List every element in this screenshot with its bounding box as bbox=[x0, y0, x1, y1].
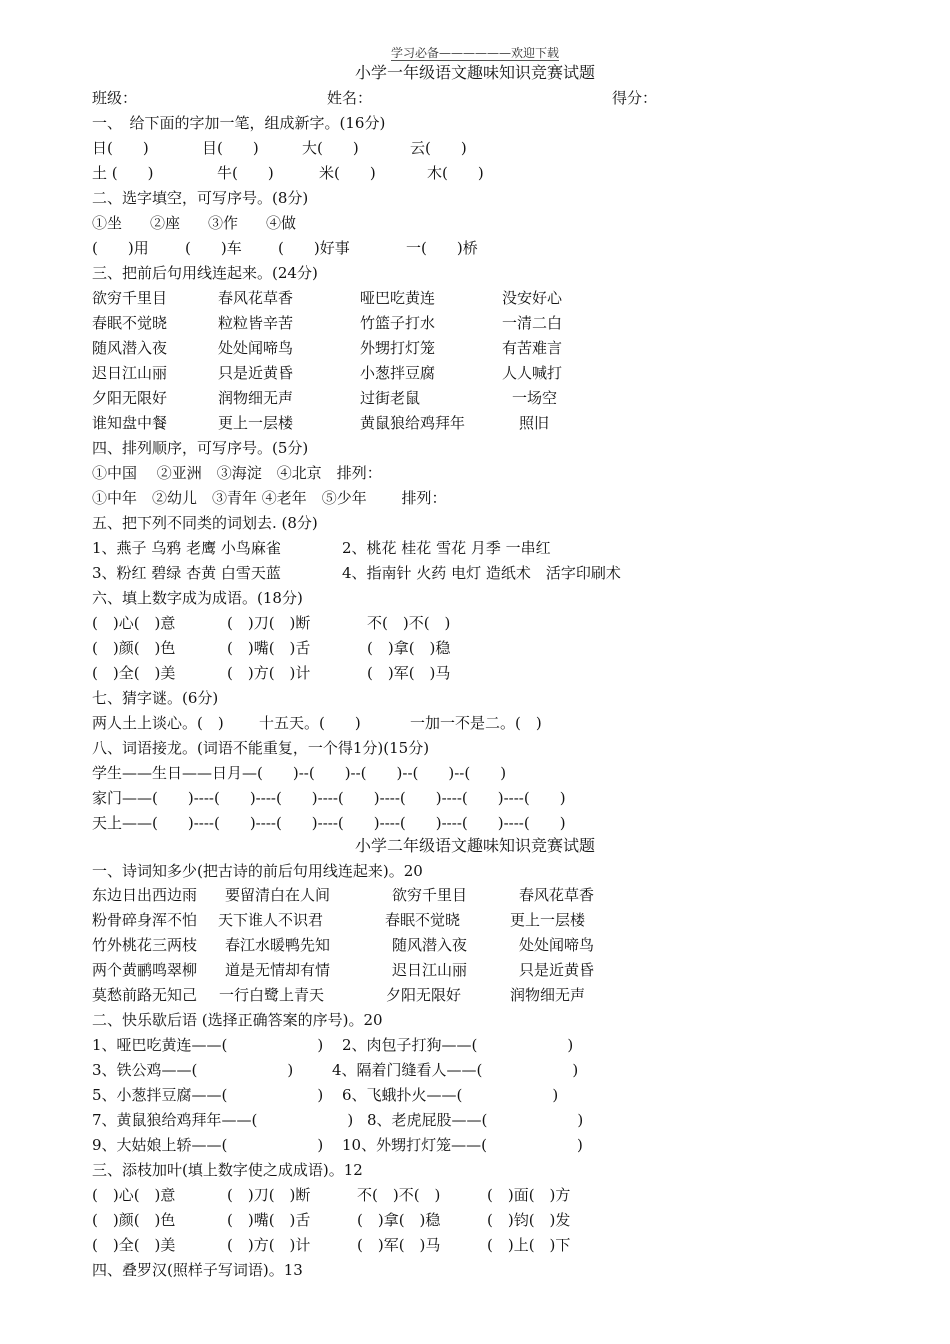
info-row bbox=[92, 87, 862, 112]
match-item: 黄鼠狼给鸡拜年 bbox=[360, 414, 466, 432]
proverb-item: 4、隔着门缝看人——( ) bbox=[332, 1061, 579, 1079]
s7-heading: 七、猜字谜。(6分) bbox=[92, 689, 219, 707]
poem-line: 欲穷千里目 bbox=[392, 886, 468, 904]
proverb-item: 8、老虎屁股——( ) bbox=[367, 1111, 584, 1129]
poem-line: 一行白鹭上青天 bbox=[219, 986, 325, 1004]
match-item: 粒粒皆辛苦 bbox=[218, 314, 294, 332]
t2-row bbox=[92, 1034, 792, 1059]
riddle-item: 两人土上谈心。( ) bbox=[92, 714, 224, 732]
riddle-item: 一加一不是二。( ) bbox=[410, 714, 542, 732]
poem-line: 迟日江山丽 bbox=[392, 961, 468, 979]
t1-row bbox=[92, 984, 792, 1009]
proverb-item: 10、外甥打灯笼——( ) bbox=[342, 1136, 583, 1154]
poem-line: 随风潜入夜 bbox=[392, 936, 468, 954]
match-item: 只是近黄昏 bbox=[218, 364, 294, 382]
blank-item: 日( ) bbox=[92, 139, 149, 157]
s6-heading: 六、填上数字成为成语。(18分) bbox=[92, 589, 303, 607]
poem-line: 处处闻啼鸟 bbox=[519, 936, 595, 954]
idiom-blank: ( )全( )美 bbox=[92, 664, 176, 682]
s4-line2: ①中年 ②幼儿 ③青年 ④老年 ⑤少年 排列： bbox=[92, 489, 447, 507]
proverb-item: 7、黄鼠狼给鸡拜年——( ) bbox=[92, 1111, 354, 1129]
t3-row bbox=[92, 1234, 792, 1259]
poem-line: 要留清白在人间 bbox=[225, 886, 331, 904]
proverb-item: 1、哑巴吃黄连——( ) bbox=[92, 1036, 324, 1054]
match-item: 过街老鼠 bbox=[360, 389, 421, 407]
idiom-blank: 不( )不( ) bbox=[357, 1186, 441, 1204]
proverb-item: 5、小葱拌豆腐——( ) bbox=[92, 1086, 324, 1104]
match-item: 有苦难言 bbox=[502, 339, 563, 357]
riddle-item: 十五天。( ) bbox=[259, 714, 361, 732]
match-item: 处处闻啼鸟 bbox=[218, 339, 294, 357]
s7-items bbox=[92, 712, 792, 737]
idiom-blank: ( )拿( )稳 bbox=[367, 639, 451, 657]
s2-options bbox=[92, 212, 792, 237]
t4-heading: 四、叠罗汉(照样子写词语)。13 bbox=[92, 1261, 303, 1279]
poem-line: 莫愁前路无知己 bbox=[92, 986, 198, 1004]
s3-heading: 三、把前后句用线连起来。(24分) bbox=[92, 264, 318, 282]
s8-line: 家门——( )----( )----( )----( )----( )----( )----( ) bbox=[92, 789, 566, 807]
s3-row bbox=[92, 412, 792, 437]
match-item: 一清二白 bbox=[502, 314, 563, 332]
idiom-blank: ( )刀( )断 bbox=[227, 1186, 311, 1204]
idiom-blank: ( )颜( )色 bbox=[92, 639, 176, 657]
s5-line1 bbox=[92, 537, 792, 562]
word-group: 4、指南针 火药 电灯 造纸术 活字印刷术 bbox=[342, 564, 621, 582]
match-item: 谁知盘中餐 bbox=[92, 414, 168, 432]
match-item: 迟日江山丽 bbox=[92, 364, 168, 382]
blank-item: 大( ) bbox=[302, 139, 359, 157]
poem-line: 竹外桃花三两枝 bbox=[92, 936, 198, 954]
match-item: 润物细无声 bbox=[218, 389, 294, 407]
proverb-item: 9、大姑娘上轿——( ) bbox=[92, 1136, 324, 1154]
t2-row bbox=[92, 1134, 792, 1159]
s3-row bbox=[92, 362, 792, 387]
s8-heading: 八、词语接龙。(词语不能重复，一个得1分)(15分) bbox=[92, 739, 430, 757]
s1-heading: 一、 给下面的字加一笔，组成新字。(16分) bbox=[92, 114, 386, 132]
blank-item: 目( ) bbox=[202, 139, 259, 157]
word-group: 1、燕子 乌鸦 老鹰 小鸟麻雀 bbox=[92, 539, 281, 557]
s4-heading: 四、排列顺序，可写序号。(5分) bbox=[92, 439, 309, 457]
t3-row bbox=[92, 1209, 792, 1234]
t1-row bbox=[92, 959, 792, 984]
idiom-blank: ( )嘴( )舌 bbox=[227, 1211, 311, 1229]
s2-heading: 二、选字填空，可写序号。(8分) bbox=[92, 189, 309, 207]
idiom-blank: ( )拿( )稳 bbox=[357, 1211, 441, 1229]
class-label: 班级： bbox=[92, 89, 138, 107]
s6-row bbox=[92, 637, 792, 662]
match-item: 夕阳无限好 bbox=[92, 389, 168, 407]
match-item: 没安好心 bbox=[502, 289, 563, 307]
header-note: 学习必备——————欢迎下载 bbox=[390, 46, 559, 60]
blank-item: 米( ) bbox=[319, 164, 376, 182]
idiom-blank: ( )上( )下 bbox=[487, 1236, 571, 1254]
grade1-title: 小学一年级语文趣味知识竞赛试题 bbox=[354, 63, 595, 82]
match-item: 竹篮子打水 bbox=[360, 314, 436, 332]
poem-line: 春眠不觉晓 bbox=[385, 911, 461, 929]
word-group: 3、粉红 碧绿 杏黄 白雪天蓝 bbox=[92, 564, 281, 582]
blank-item: 云( ) bbox=[410, 139, 467, 157]
proverb-item: 3、铁公鸡——( ) bbox=[92, 1061, 294, 1079]
t1-row bbox=[92, 934, 792, 959]
idiom-blank: ( )面( )方 bbox=[487, 1186, 571, 1204]
poem-line: 只是近黄昏 bbox=[519, 961, 595, 979]
s4-line1: ①中国 ②亚洲 ③海淀 ④北京 排列： bbox=[92, 464, 382, 482]
s3-row bbox=[92, 312, 792, 337]
idiom-blank: ( )方( )计 bbox=[227, 664, 311, 682]
idiom-blank: ( )方( )计 bbox=[227, 1236, 311, 1254]
s6-row bbox=[92, 612, 792, 637]
poem-line: 天下谁人不识君 bbox=[218, 911, 324, 929]
match-item: 春风花草香 bbox=[218, 289, 294, 307]
t2-heading: 二、快乐歇后语 (选择正确答案的序号)。20 bbox=[92, 1011, 383, 1029]
option-item: ②座 bbox=[150, 214, 181, 232]
match-item: 更上一层楼 bbox=[218, 414, 294, 432]
poem-line: 春江水暖鸭先知 bbox=[225, 936, 331, 954]
idiom-blank: ( )心( )意 bbox=[92, 614, 176, 632]
t1-heading: 一、诗词知多少(把古诗的前后句用线连起来)。20 bbox=[92, 862, 423, 880]
idiom-blank: ( )钧( )发 bbox=[487, 1211, 571, 1229]
poem-line: 夕阳无限好 bbox=[386, 986, 462, 1004]
s1-row1 bbox=[92, 137, 792, 162]
s3-row bbox=[92, 337, 792, 362]
poem-line: 道是无情却有情 bbox=[225, 961, 331, 979]
blank-item: 土 ( ) bbox=[92, 164, 154, 182]
blank-item: ( )车 bbox=[185, 239, 242, 257]
poem-line: 东边日出西边雨 bbox=[92, 886, 198, 904]
idiom-blank: ( )嘴( )舌 bbox=[227, 639, 311, 657]
idiom-blank: ( )颜( )色 bbox=[92, 1211, 176, 1229]
idiom-blank: 不( )不( ) bbox=[367, 614, 451, 632]
t1-row bbox=[92, 884, 792, 909]
poem-line: 更上一层楼 bbox=[510, 911, 586, 929]
match-item: 一场空 bbox=[512, 389, 558, 407]
t2-row bbox=[92, 1109, 792, 1134]
s8-line: 学生——生日——日月—( )--( )--( )--( )--( ) bbox=[92, 764, 507, 782]
s2-blanks bbox=[92, 237, 792, 262]
match-item: 人人喊打 bbox=[502, 364, 563, 382]
poem-line: 两个黄鹂鸣翠柳 bbox=[92, 961, 198, 979]
s1-row2 bbox=[92, 162, 792, 187]
option-item: ④做 bbox=[266, 214, 297, 232]
t3-heading: 三、添枝加叶(填上数字使之成成语)。12 bbox=[92, 1161, 363, 1179]
poem-line: 粉骨碎身浑不怕 bbox=[92, 911, 198, 929]
match-item: 外甥打灯笼 bbox=[360, 339, 436, 357]
poem-line: 春风花草香 bbox=[519, 886, 595, 904]
s5-heading: 五、把下列不同类的词划去. (8分) bbox=[92, 514, 318, 532]
match-item: 欲穷千里目 bbox=[92, 289, 168, 307]
s3-row bbox=[92, 287, 792, 312]
name-label: 姓名： bbox=[327, 89, 373, 107]
blank-item: 牛( ) bbox=[217, 164, 274, 182]
idiom-blank: ( )心( )意 bbox=[92, 1186, 176, 1204]
idiom-blank: ( )全( )美 bbox=[92, 1236, 176, 1254]
t2-row bbox=[92, 1059, 792, 1084]
idiom-blank: ( )军( )马 bbox=[357, 1236, 441, 1254]
option-item: ①坐 bbox=[92, 214, 123, 232]
score-label: 得分： bbox=[612, 89, 658, 107]
option-item: ③作 bbox=[208, 214, 239, 232]
idiom-blank: ( )刀( )断 bbox=[227, 614, 311, 632]
grade2-title: 小学二年级语文趣味知识竞赛试题 bbox=[354, 836, 595, 855]
idiom-blank: ( )军( )马 bbox=[367, 664, 451, 682]
t2-row bbox=[92, 1084, 792, 1109]
match-item: 春眠不觉晓 bbox=[92, 314, 168, 332]
proverb-item: 6、飞蛾扑火——( ) bbox=[342, 1086, 559, 1104]
t1-row bbox=[92, 909, 792, 934]
blank-item: ( )用 bbox=[92, 239, 149, 257]
word-group: 2、桃花 桂花 雪花 月季 一串红 bbox=[342, 539, 551, 557]
blank-item: ( )好事 bbox=[278, 239, 350, 257]
t3-row bbox=[92, 1184, 792, 1209]
s8-line: 天上——( )----( )----( )----( )----( )----( )----( ) bbox=[92, 814, 566, 832]
match-item: 哑巴吃黄连 bbox=[360, 289, 436, 307]
match-item: 小葱拌豆腐 bbox=[360, 364, 436, 382]
blank-item: 木( ) bbox=[427, 164, 484, 182]
blank-item: 一( )桥 bbox=[406, 239, 478, 257]
match-item: 照旧 bbox=[519, 414, 550, 432]
match-item: 随风潜入夜 bbox=[92, 339, 168, 357]
s3-row bbox=[92, 387, 792, 412]
s5-line2 bbox=[92, 562, 792, 587]
poem-line: 润物细无声 bbox=[510, 986, 586, 1004]
proverb-item: 2、肉包子打狗——( ) bbox=[342, 1036, 574, 1054]
s6-row bbox=[92, 662, 792, 687]
